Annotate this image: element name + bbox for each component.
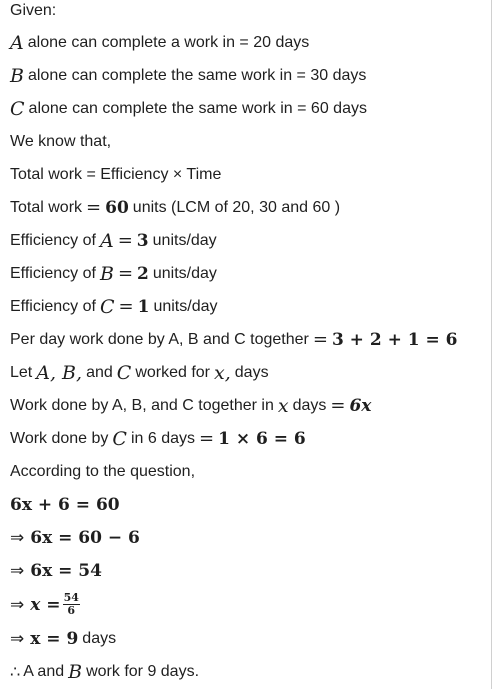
let-text: Let [10, 363, 33, 381]
work-done-days: days [292, 396, 327, 414]
eff-b-prefix: Efficiency of [10, 264, 96, 282]
equals-sign: = [199, 428, 215, 449]
let-days: days [234, 363, 269, 381]
efficiency-a-line [10, 224, 491, 257]
work-done-x: x [277, 394, 289, 417]
formula-text: Total work = Efficiency × Time [10, 165, 222, 183]
work-c-var: C [112, 427, 127, 450]
equals-sign: = [117, 263, 134, 284]
equals-sign: = [117, 230, 133, 251]
according-text: According to the question, [10, 462, 196, 480]
var-a: A [10, 31, 24, 54]
eff-a-var: A [99, 229, 114, 252]
work-done-text: Work done by A, B, and C together in [10, 396, 274, 414]
equation-3: 6x = 54 [30, 560, 102, 581]
var-c: C [10, 97, 25, 120]
formula-line [10, 158, 491, 191]
equation-4-line [10, 587, 491, 622]
equals-sign: = [312, 329, 328, 350]
fraction-numerator: 54 [63, 591, 79, 604]
fraction-denominator: 6 [67, 604, 76, 617]
equation-5-unit: days [82, 629, 117, 647]
implies-arrow-icon: ⇒ [10, 594, 25, 615]
equals-sign: = [330, 395, 346, 416]
var-b: B [10, 64, 24, 87]
given-line [10, 0, 491, 26]
let-x: x, [214, 361, 231, 384]
total-work-value: 60 [105, 197, 129, 218]
equation-2: 6x = 60 − 6 [30, 527, 140, 548]
therefore-icon: ∴ [10, 662, 21, 681]
equation-5: x = 9 [30, 628, 79, 649]
conclusion-rest: work for 9 days. [86, 662, 200, 680]
implies-arrow-icon: ⇒ [10, 560, 25, 581]
work-c-prefix: Work done by [10, 429, 109, 447]
equation-3-line [10, 554, 491, 587]
implies-arrow-icon: ⇒ [10, 527, 25, 548]
eff-c-var: C [99, 295, 115, 318]
eff-b-var: B [99, 262, 114, 285]
eff-c-unit: units/day [153, 297, 218, 315]
b-rate-line [10, 59, 491, 92]
let-c: C [116, 361, 132, 384]
work-c-mid: in 6 days [130, 429, 196, 447]
eff-a-prefix: Efficiency of [10, 231, 96, 249]
we-know-text: We know that, [10, 132, 112, 150]
according-line [10, 455, 491, 488]
given-label: Given: [10, 2, 57, 19]
c-rate-text: alone can complete the same work in = 60 days [28, 99, 367, 117]
eff-b-unit: units/day [152, 264, 217, 282]
equation-1-line [10, 488, 491, 521]
c-rate-line [10, 92, 491, 125]
work-done-together-line [10, 389, 491, 422]
total-work-line [10, 191, 491, 224]
let-line [10, 356, 491, 389]
let-and: and [86, 363, 113, 381]
work-done-c-line [10, 422, 491, 455]
work-done-value: 6x [349, 395, 372, 416]
equation-5-line [10, 622, 491, 655]
eff-b-value: 2 [137, 263, 149, 284]
equation-1: 6x + 6 = 60 [10, 494, 120, 515]
we-know-line [10, 125, 491, 158]
equation-4-lhs: x = [30, 594, 61, 615]
total-work-prefix: Total work [10, 198, 83, 216]
conclusion-b: B [68, 660, 83, 683]
equation-2-line [10, 521, 491, 554]
solution-document [10, 0, 491, 688]
conclusion-a: A and [23, 662, 65, 680]
let-vars: A, B, [36, 361, 83, 384]
implies-arrow-icon: ⇒ [10, 628, 25, 649]
b-rate-text: alone can complete the same work in = 30 days [27, 66, 367, 84]
let-worked: worked for [135, 363, 211, 381]
per-day-text: Per day work done by A, B and C together [10, 330, 309, 348]
conclusion-line [10, 655, 491, 688]
a-rate-line [10, 26, 491, 59]
per-day-expr: 3 + 2 + 1 = 6 [331, 329, 458, 350]
fraction [63, 592, 80, 617]
eff-c-prefix: Efficiency of [10, 297, 96, 315]
work-c-expr: 1 × 6 = 6 [218, 428, 306, 449]
efficiency-b-line [10, 257, 491, 290]
a-rate-text: alone can complete a work in = 20 days [27, 33, 310, 51]
total-work-suffix: units (LCM of 20, 30 and 60 ) [132, 198, 341, 216]
efficiency-c-line [10, 290, 491, 323]
eff-a-value: 3 [136, 230, 149, 251]
eff-c-value: 1 [137, 296, 150, 317]
equals-sign: = [86, 197, 102, 218]
equals-sign: = [118, 296, 134, 317]
eff-a-unit: units/day [152, 231, 217, 249]
per-day-line [10, 323, 491, 356]
